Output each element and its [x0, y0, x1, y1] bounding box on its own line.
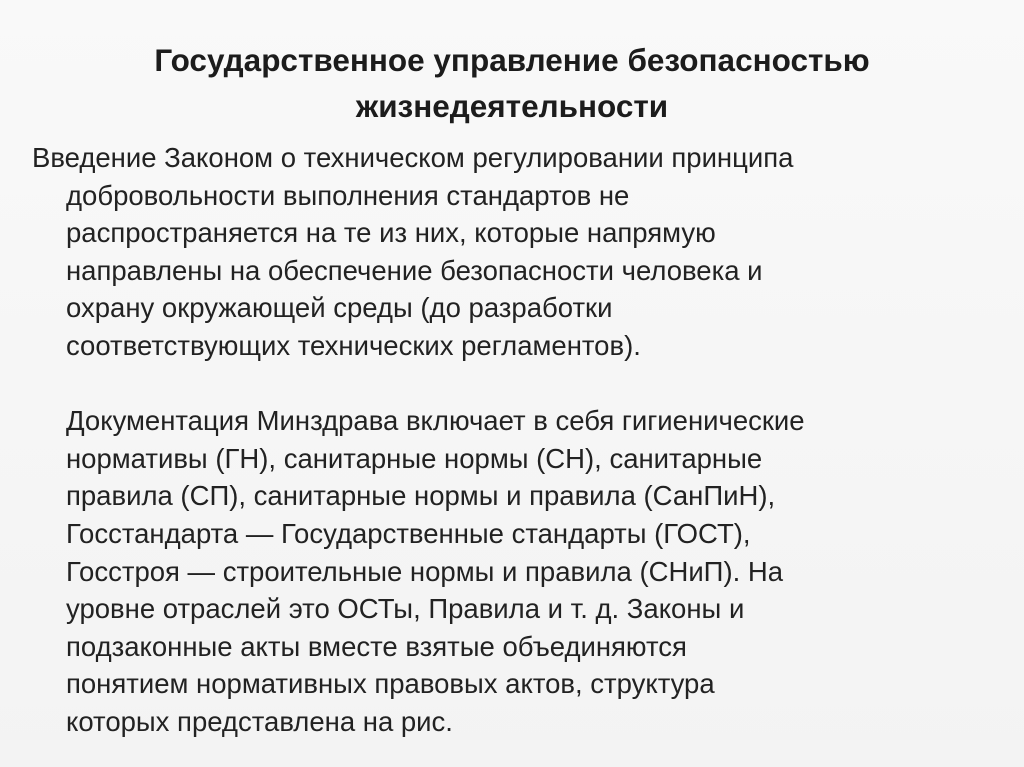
paragraph-2-line: Госстандарта — Государственные стандарты (ГОСТ), — [66, 517, 751, 549]
paragraph-1-line: направлены на обеспечение безопасности человека и — [66, 254, 763, 286]
paragraph-2-line: Госстроя — строительные нормы и правила (СНиП). На — [66, 555, 784, 587]
paragraph-1-line: добровольности выполнения стандартов не — [66, 179, 630, 211]
slide-title-line-1: Государственное управление безопасностью — [154, 42, 870, 78]
paragraph-1-line: распространяется на те из них, которые напрямую — [66, 217, 716, 249]
paragraph-health-documentation — [32, 402, 1002, 740]
paragraph-1-line: Введение Законом о техническом регулировании принципа — [32, 142, 794, 173]
paragraph-2-line: уровне отраслей это ОСТы, Правила и т. д. Законы и — [66, 593, 745, 625]
slide-title-line-2: жизнедеятельности — [355, 88, 669, 124]
paragraph-2-line: нормативы (ГН), санитарные нормы (СН), санитарные — [66, 442, 763, 474]
paragraph-2-line: подзаконные акты вместе взятые объединяются — [66, 630, 687, 662]
paragraph-2-line: понятием нормативных правовых актов, структура — [66, 668, 715, 700]
paragraph-law-introduction — [32, 139, 1002, 365]
paragraph-1-line: охрану окружающей среды (до разработки — [66, 292, 613, 324]
slide-title — [40, 37, 984, 129]
paragraph-2-line: правила (СП), санитарные нормы и правила (СанПиН), — [66, 480, 776, 512]
slide-body — [32, 139, 1002, 741]
paragraph-2-line: Документация Минздрава включает в себя гигиенические — [66, 405, 805, 437]
paragraph-1-line: соответствующих технических регламентов). — [66, 329, 641, 361]
paragraph-2-line: которых представлена на рис. — [66, 705, 453, 737]
